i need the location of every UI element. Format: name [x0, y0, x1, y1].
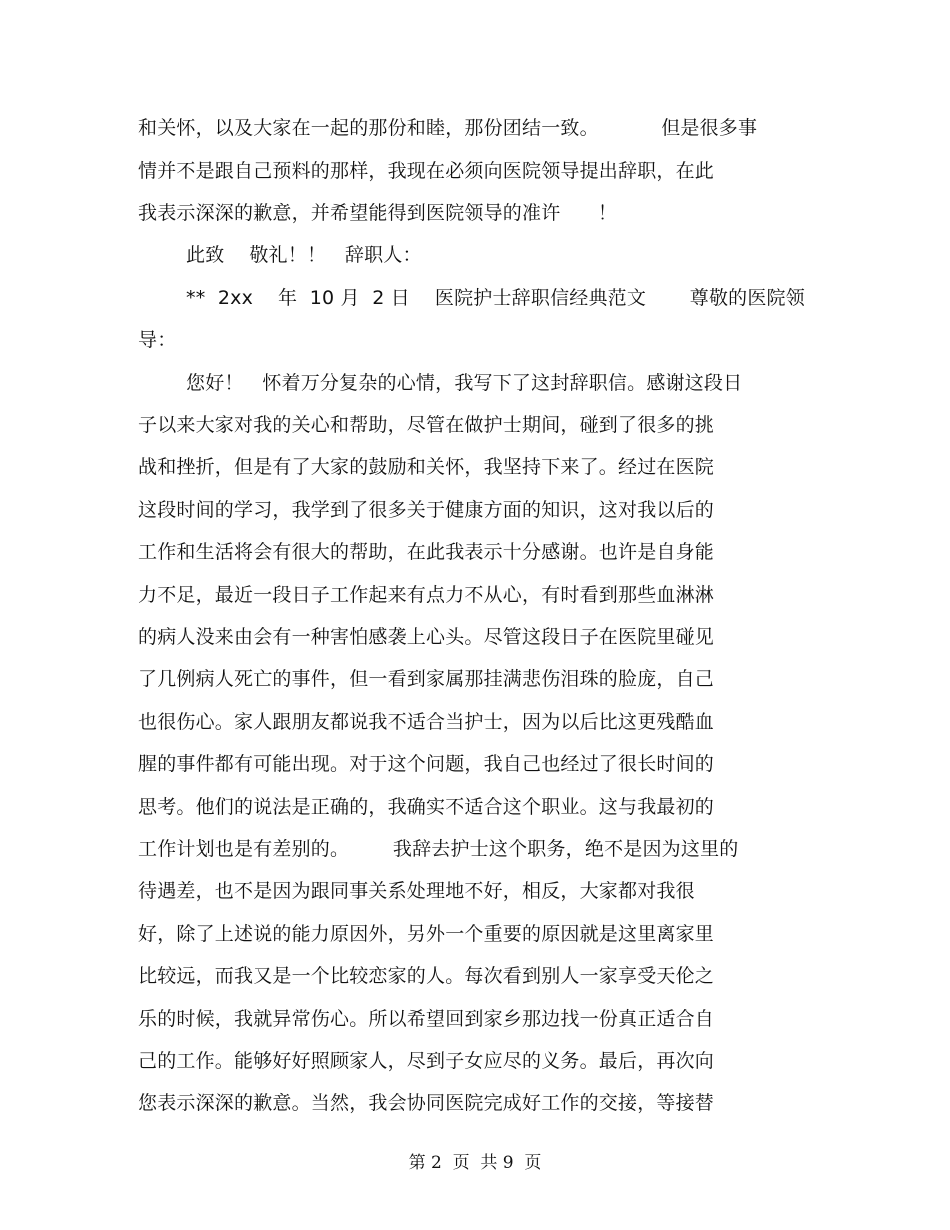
text-line: 的病人没来由会有一种害怕感袭上心头。尽管这段日子在医院里碰见	[138, 626, 715, 648]
text-line: 乐的时候，我就异常伤心。所以希望回到家乡那边找一份真正适合自	[138, 1008, 715, 1030]
text-line: 思考。他们的说法是正确的，我确实不适合这个职业。这与我最初的	[138, 796, 715, 818]
text-line: 工作和生活将会有很大的帮助，在此我表示十分感谢。也许是自身能	[138, 541, 715, 563]
closing-line: 此致 敬礼！！ 辞职人：	[186, 244, 422, 266]
text-line: 情并不是跟自己预料的那样，我现在必须向医院领导提出辞职，在此	[138, 160, 715, 182]
text-line: 好，除了上述说的能力原因外，另外一个重要的原因就是这里离家里	[138, 923, 715, 945]
page-number-footer: 第 2 页 共 9 页	[408, 1153, 542, 1173]
text-line: 比较远，而我又是一个比较恋家的人。每次看到别人一家享受天伦之	[138, 965, 715, 987]
text-line: 和关怀，以及大家在一起的那份和睦，那份团结一致。 但是很多事	[138, 117, 758, 139]
date-title-line: ** 2xx 年 10 月 2 日 医院护士辞职信经典范文 尊敬的医院领	[186, 287, 805, 309]
text-line: 这段时间的学习，我学到了很多关于健康方面的知识，这对我以后的	[138, 499, 715, 521]
text-line: 腥的事件都有可能出现。对于这个问题，我自己也经过了很长时间的	[138, 753, 715, 775]
text-line: 您表示深深的歉意。当然，我会协同医院完成好工作的交接，等接替	[138, 1092, 715, 1114]
text-line: 我表示深深的歉意，并希望能得到医院领导的准许 ！	[138, 202, 618, 224]
text-line: 子以来大家对我的关心和帮助，尽管在做护士期间，碰到了很多的挑	[138, 414, 715, 436]
text-line: 了几例病人死亡的事件，但一看到家属那挂满悲伤泪珠的脸庞，自己	[138, 668, 715, 690]
text-line: 也很伤心。家人跟朋友都说我不适合当护士，因为以后比这更残酷血	[138, 711, 715, 733]
greeting-line: 您好！ 怀着万分复杂的心情，我写下了这封辞职信。感谢这段日	[186, 372, 743, 394]
text-line: 导：	[138, 329, 177, 351]
text-line: 工作计划也是有差别的。 我辞去护士这个职务，绝不是因为这里的	[138, 838, 739, 860]
text-line: 待遇差，也不是因为跟同事关系处理地不好，相反，大家都对我很	[138, 880, 695, 902]
text-line: 己的工作。能够好好照顾家人，尽到子女应尽的义务。最后，再次向	[138, 1050, 715, 1072]
text-line: 力不足，最近一段日子工作起来有点力不从心，有时看到那些血淋淋	[138, 584, 715, 606]
text-line: 战和挫折，但是有了大家的鼓励和关怀，我坚持下来了。经过在医院	[138, 456, 715, 478]
